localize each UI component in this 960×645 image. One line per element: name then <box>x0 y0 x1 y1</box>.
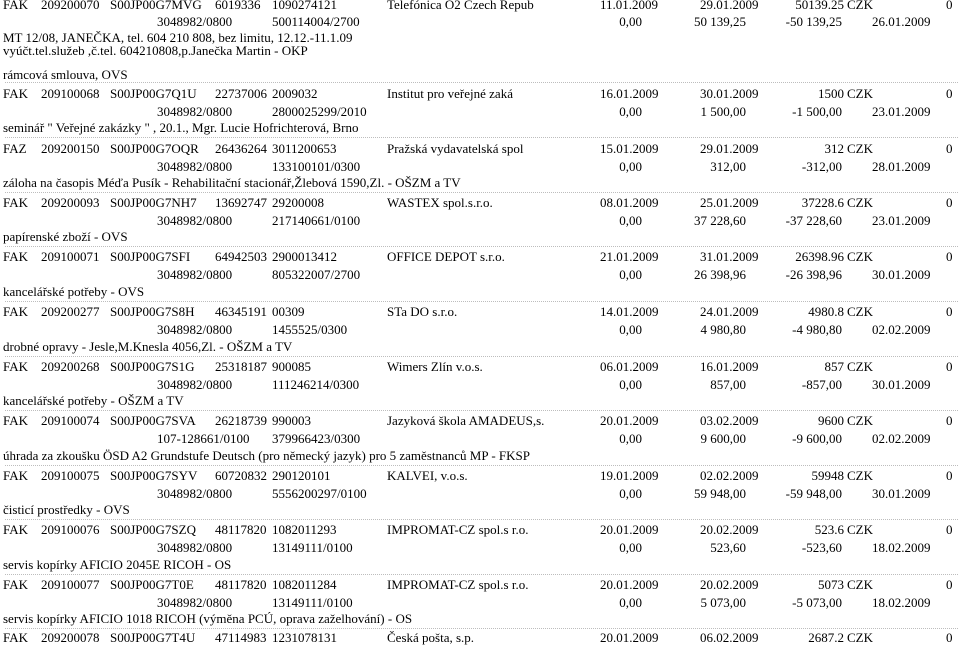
due-date: 20.02.2009 <box>700 577 759 592</box>
variable-symbol: 990003 <box>272 413 311 428</box>
due-date: 16.01.2009 <box>700 359 759 374</box>
pre-note: rámcová smlouva, OVS <box>3 67 128 82</box>
status-flag: 0 <box>946 413 953 428</box>
bank-account: 3048982/0800 <box>157 322 233 337</box>
due-date: 29.01.2009 <box>700 141 759 156</box>
remaining-amount: -5 073,00 <box>792 595 842 610</box>
doc-number: 209100068 <box>41 86 100 101</box>
payment-date: 30.01.2009 <box>872 267 931 282</box>
currency: CZK <box>847 413 873 428</box>
partner-name: IMPROMAT-CZ spol.s r.o. <box>387 577 529 592</box>
amount: 5073 <box>818 577 844 592</box>
partner-ico: 26436264 <box>215 141 267 156</box>
remaining-amount: -50 139,25 <box>785 14 842 29</box>
variable-symbol: 2900013412 <box>272 249 337 264</box>
amount: 50139.25 <box>795 0 844 12</box>
bank-account: 3048982/0800 <box>157 486 233 501</box>
doc-number: 209100077 <box>41 577 100 592</box>
amount: 2687.2 <box>808 630 844 645</box>
row-separator <box>5 574 958 575</box>
payment-date: 23.01.2009 <box>872 213 931 228</box>
issue-date: 20.01.2009 <box>600 522 659 537</box>
doc-code: S00JP00G7SYV <box>110 468 198 483</box>
doc-number: 209200070 <box>41 0 100 12</box>
payment-reference: 133100101/0300 <box>272 159 361 174</box>
remaining-amount: -523,60 <box>801 540 842 555</box>
bank-account: 3048982/0800 <box>157 540 233 555</box>
issue-date: 08.01.2009 <box>600 195 659 210</box>
record-note: servis kopírky AFICIO 2045E RICOH - OS <box>3 557 232 572</box>
due-date: 29.01.2009 <box>700 0 759 12</box>
issue-date: 19.01.2009 <box>600 468 659 483</box>
amount: 37228.6 <box>801 195 844 210</box>
row-separator <box>5 137 958 138</box>
total-amount: 1 500,00 <box>700 104 746 119</box>
issue-date: 15.01.2009 <box>600 141 659 156</box>
currency: CZK <box>847 86 873 101</box>
amount: 857 <box>824 359 844 374</box>
currency: CZK <box>847 0 873 12</box>
status-flag: 0 <box>946 249 953 264</box>
due-date: 02.02.2009 <box>700 468 759 483</box>
payment-date: 02.02.2009 <box>872 322 931 337</box>
variable-symbol: 3011200653 <box>272 141 337 156</box>
status-flag: 0 <box>946 577 953 592</box>
payment-date: 02.02.2009 <box>872 431 931 446</box>
doc-number: 209100075 <box>41 468 100 483</box>
variable-symbol: 2009032 <box>272 86 318 101</box>
doc-number: 209200268 <box>41 359 100 374</box>
partner-name: OFFICE DEPOT s.r.o. <box>387 249 505 264</box>
doc-number: 209100071 <box>41 249 100 264</box>
currency: CZK <box>847 359 873 374</box>
issue-date: 14.01.2009 <box>600 304 659 319</box>
partner-ico: 60720832 <box>215 468 267 483</box>
remaining-amount: -1 500,00 <box>792 104 842 119</box>
total-amount: 857,00 <box>710 377 746 392</box>
doc-number: 209200277 <box>41 304 100 319</box>
paid-amount: 0,00 <box>619 431 642 446</box>
payment-date: 30.01.2009 <box>872 377 931 392</box>
payment-date: 23.01.2009 <box>872 104 931 119</box>
doc-number: 209200078 <box>41 630 100 645</box>
currency: CZK <box>847 249 873 264</box>
remaining-amount: -312,00 <box>801 159 842 174</box>
status-flag: 0 <box>946 359 953 374</box>
row-separator <box>5 246 958 247</box>
payment-reference: 2800025299/2010 <box>272 104 367 119</box>
paid-amount: 0,00 <box>619 213 642 228</box>
total-amount: 50 139,25 <box>694 14 746 29</box>
partner-ico: 22737006 <box>215 86 267 101</box>
bank-account: 3048982/0800 <box>157 595 233 610</box>
doc-code: S00JP00G7SVA <box>110 413 196 428</box>
total-amount: 37 228,60 <box>694 213 746 228</box>
doc-type: FAK <box>3 522 29 537</box>
variable-symbol: 29200008 <box>272 195 324 210</box>
partner-ico: 46345191 <box>215 304 267 319</box>
payment-reference: 5556200297/0100 <box>272 486 367 501</box>
due-date: 25.01.2009 <box>700 195 759 210</box>
remaining-amount: -26 398,96 <box>785 267 842 282</box>
partner-ico: 25318187 <box>215 359 267 374</box>
doc-number: 209200093 <box>41 195 100 210</box>
row-separator <box>5 628 958 629</box>
variable-symbol: 290120101 <box>272 468 331 483</box>
total-amount: 4 980,80 <box>700 322 746 337</box>
row-separator <box>5 301 958 302</box>
amount: 26398.96 <box>795 249 844 264</box>
total-amount: 523,60 <box>710 540 746 555</box>
partner-name: Institut pro veřejné zaká <box>387 86 513 101</box>
status-flag: 0 <box>946 468 953 483</box>
payment-date: 18.02.2009 <box>872 540 931 555</box>
issue-date: 21.01.2009 <box>600 249 659 264</box>
currency: CZK <box>847 577 873 592</box>
variable-symbol: 00309 <box>272 304 305 319</box>
amount: 1500 <box>818 86 844 101</box>
issue-date: 20.01.2009 <box>600 630 659 645</box>
paid-amount: 0,00 <box>619 267 642 282</box>
bank-account: 3048982/0800 <box>157 213 233 228</box>
partner-name: Česká pošta, s.p. <box>387 630 475 645</box>
doc-code: S00JP00G7T0E <box>110 577 194 592</box>
partner-ico: 13692747 <box>215 195 267 210</box>
payment-date: 28.01.2009 <box>872 159 931 174</box>
paid-amount: 0,00 <box>619 486 642 501</box>
status-flag: 0 <box>946 195 953 210</box>
doc-type: FAK <box>3 630 29 645</box>
record-note: drobné opravy - Jesle,M.Knesla 4056,Zl. - OŠZM a TV <box>3 339 293 354</box>
doc-type: FAK <box>3 86 29 101</box>
amount: 312 <box>824 141 844 156</box>
partner-ico: 26218739 <box>215 413 267 428</box>
partner-name: WASTEX spol.s.r.o. <box>387 195 493 210</box>
status-flag: 0 <box>946 630 953 645</box>
remaining-amount: -9 600,00 <box>792 431 842 446</box>
row-separator <box>5 356 958 357</box>
amount: 59948 <box>811 468 844 483</box>
partner-ico: 48117820 <box>215 522 267 537</box>
amount: 4980.8 <box>808 304 844 319</box>
partner-name: Pražská vydavatelská spol <box>387 141 524 156</box>
paid-amount: 0,00 <box>619 540 642 555</box>
partner-name: Jazyková škola AMADEUS,s. <box>387 413 545 428</box>
partner-ico: 48117820 <box>215 577 267 592</box>
record-note: záloha na časopis Méďa Pusík - Rehabilitační stacionář,Žlebová 1590,Zl. - OŠZM a TV <box>3 175 461 190</box>
doc-type: FAK <box>3 304 29 319</box>
partner-name: Wimers Zlín v.o.s. <box>387 359 483 374</box>
record-note: seminář " Veřejné zakázky " , 20.1., Mgr. Lucie Hofrichterová, Brno <box>3 120 359 135</box>
status-flag: 0 <box>946 141 953 156</box>
total-amount: 9 600,00 <box>700 431 746 446</box>
record-note: kancelářské potřeby - OVS <box>3 284 145 299</box>
currency: CZK <box>847 468 873 483</box>
doc-code: S00JP00G7MVG <box>110 0 202 12</box>
doc-number: 209200150 <box>41 141 100 156</box>
partner-ico: 47114983 <box>215 630 267 645</box>
issue-date: 20.01.2009 <box>600 413 659 428</box>
doc-code: S00JP00G7OQR <box>110 141 199 156</box>
bank-account: 107-128661/0100 <box>157 431 250 446</box>
issue-date: 20.01.2009 <box>600 577 659 592</box>
total-amount: 5 073,00 <box>700 595 746 610</box>
variable-symbol: 1082011284 <box>272 577 337 592</box>
payment-date: 26.01.2009 <box>872 14 931 29</box>
partner-name: STa DO s.r.o. <box>387 304 458 319</box>
payment-reference: 805322007/2700 <box>272 267 361 282</box>
total-amount: 59 948,00 <box>694 486 746 501</box>
amount: 523.6 <box>814 522 844 537</box>
payment-date: 30.01.2009 <box>872 486 931 501</box>
doc-code: S00JP00G7T4U <box>110 630 196 645</box>
bank-account: 3048982/0800 <box>157 267 233 282</box>
due-date: 24.01.2009 <box>700 304 759 319</box>
paid-amount: 0,00 <box>619 595 642 610</box>
issue-date: 06.01.2009 <box>600 359 659 374</box>
partner-ico: 64942503 <box>215 249 267 264</box>
currency: CZK <box>847 522 873 537</box>
doc-type: FAK <box>3 359 29 374</box>
bank-account: 3048982/0800 <box>157 377 233 392</box>
paid-amount: 0,00 <box>619 159 642 174</box>
variable-symbol: 1082011293 <box>272 522 337 537</box>
due-date: 20.02.2009 <box>700 522 759 537</box>
total-amount: 312,00 <box>710 159 746 174</box>
partner-name: Telefónica O2 Czech Repub <box>387 0 534 12</box>
amount: 9600 <box>818 413 844 428</box>
doc-type: FAK <box>3 195 29 210</box>
doc-type: FAK <box>3 468 29 483</box>
due-date: 30.01.2009 <box>700 86 759 101</box>
status-flag: 0 <box>946 304 953 319</box>
row-separator <box>5 410 958 411</box>
partner-name: KALVEI, v.o.s. <box>387 468 468 483</box>
total-amount: 26 398,96 <box>694 267 746 282</box>
paid-amount: 0,00 <box>619 322 642 337</box>
row-separator <box>5 82 958 83</box>
record-note: servis kopírky AFICIO 1018 RICOH (výměna PCÚ, oprava zaželhování) - OS <box>3 611 413 626</box>
doc-type: FAZ <box>3 141 27 156</box>
doc-type: FAK <box>3 0 29 12</box>
bank-account: 3048982/0800 <box>157 104 233 119</box>
variable-symbol: 900085 <box>272 359 311 374</box>
doc-code: S00JP00G7S1G <box>110 359 195 374</box>
payment-reference: 13149111/0100 <box>272 540 353 555</box>
paid-amount: 0,00 <box>619 104 642 119</box>
bank-account: 3048982/0800 <box>157 14 233 29</box>
payment-date: 18.02.2009 <box>872 595 931 610</box>
record-note: čisticí prostředky - OVS <box>3 502 130 517</box>
variable-symbol: 1231078131 <box>272 630 337 645</box>
issue-date: 16.01.2009 <box>600 86 659 101</box>
doc-code: S00JP00G7Q1U <box>110 86 197 101</box>
doc-code: S00JP00G7SFI <box>110 249 191 264</box>
doc-code: S00JP00G7SZQ <box>110 522 196 537</box>
payment-reference: 111246214/0300 <box>272 377 360 392</box>
due-date: 03.02.2009 <box>700 413 759 428</box>
row-separator <box>5 192 958 193</box>
currency: CZK <box>847 141 873 156</box>
remaining-amount: -4 980,80 <box>792 322 842 337</box>
remaining-amount: -857,00 <box>801 377 842 392</box>
record-note: MT 12/08, JANEČKA, tel. 604 210 808, bez limitu, 12.12.-11.1.09 <box>3 30 353 45</box>
doc-type: FAK <box>3 413 29 428</box>
remaining-amount: -37 228,60 <box>785 213 842 228</box>
record-note: úhrada za zkoušku ÖSD A2 Grundstufe Deutsch (pro německý jazyk) pro 5 zaměstnanců MP - FKSP <box>3 448 530 463</box>
payment-reference: 217140661/0100 <box>272 213 361 228</box>
currency: CZK <box>847 630 873 645</box>
doc-number: 209100074 <box>41 413 100 428</box>
status-flag: 0 <box>946 0 953 12</box>
payment-reference: 1455525/0300 <box>272 322 348 337</box>
doc-number: 209100076 <box>41 522 100 537</box>
payment-reference: 500114004/2700 <box>272 14 360 29</box>
row-separator <box>5 519 958 520</box>
record-note: vyúčt.tel.služeb ,č.tel. 604210808,p.Janečka Martin - OKP <box>3 43 308 58</box>
payment-reference: 379966423/0300 <box>272 431 361 446</box>
record-note: papírenské zboží - OVS <box>3 229 128 244</box>
status-flag: 0 <box>946 522 953 537</box>
paid-amount: 0,00 <box>619 14 642 29</box>
currency: CZK <box>847 195 873 210</box>
doc-code: S00JP00G7S8H <box>110 304 195 319</box>
doc-code: S00JP00G7NH7 <box>110 195 197 210</box>
variable-symbol: 1090274121 <box>272 0 337 12</box>
status-flag: 0 <box>946 86 953 101</box>
bank-account: 3048982/0800 <box>157 159 233 174</box>
doc-type: FAK <box>3 577 29 592</box>
due-date: 31.01.2009 <box>700 249 759 264</box>
remaining-amount: -59 948,00 <box>785 486 842 501</box>
due-date: 06.02.2009 <box>700 630 759 645</box>
currency: CZK <box>847 304 873 319</box>
record-note: kancelářské potřeby - OŠZM a TV <box>3 393 184 408</box>
issue-date: 11.01.2009 <box>600 0 659 12</box>
row-separator <box>5 465 958 466</box>
payment-reference: 13149111/0100 <box>272 595 353 610</box>
paid-amount: 0,00 <box>619 377 642 392</box>
doc-type: FAK <box>3 249 29 264</box>
partner-ico: 6019336 <box>215 0 261 12</box>
partner-name: IMPROMAT-CZ spol.s r.o. <box>387 522 529 537</box>
